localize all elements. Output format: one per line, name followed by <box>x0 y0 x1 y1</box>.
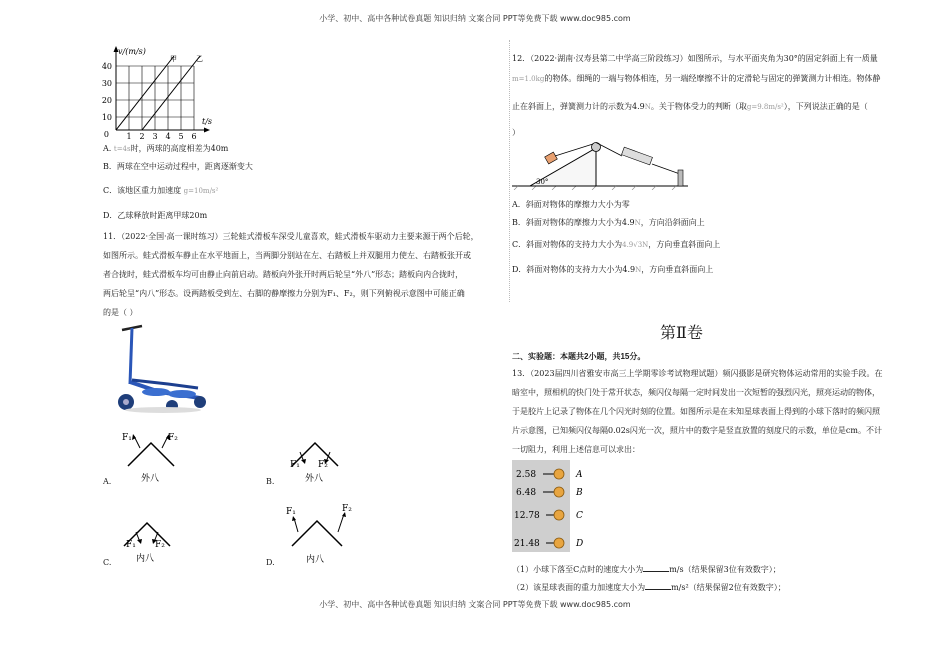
scale-reading: 21.48 <box>514 539 540 549</box>
scale-reading: 12.78 <box>514 511 540 521</box>
q13-sub1: （1）小球下落至C点时的速度大小为 m/s（结果保留3位有效数字）； <box>512 562 781 576</box>
ball-position <box>554 469 564 479</box>
f1-label: F₁ <box>290 460 300 470</box>
x-tick-label: 2 <box>139 132 145 140</box>
q12-line-1: 12．（2022·湖南·汉寿县第二中学高三阶段练习）如图所示，与水平面夹角为30°的固定斜面上有一质量 <box>512 54 878 63</box>
ball-position <box>554 510 564 520</box>
q12-option-c[interactable]: C．斜面对物体的支持力大小为4.9√3N，方向垂直斜面向上 <box>512 240 721 249</box>
x-tick-label: 3 <box>152 132 158 140</box>
f1-label: F₁ <box>286 507 296 517</box>
series-label-yi: 乙 <box>196 55 203 63</box>
incline-pulley-figure <box>512 138 692 190</box>
incline-angle-label: 30° <box>536 178 549 186</box>
f1-label: F₁ <box>126 540 136 550</box>
y-tick-label: 40 <box>101 62 112 71</box>
f2-label: F₂ <box>342 504 352 514</box>
q11-option-d[interactable]: D. <box>266 558 275 567</box>
series-label-jia: 甲 <box>170 55 177 63</box>
diagram-a-outward-eight <box>116 426 186 486</box>
q11-option-b[interactable]: B. <box>266 477 275 486</box>
column-divider <box>509 40 511 302</box>
q12-line-3: 止在斜面上，弹簧测力计的示数为4.9N。关于物体受力的判断（取g=9.8m/s²），下列说法正确的是（ <box>512 102 868 111</box>
q11-stem: 11．（2022·全国·高一课时练习）三轮蛙式滑板车深受儿童喜欢，蛙式滑板车驱动力主要来源于两个后轮， 如图所示。蛙式滑板车静止在水平地面上，当两脚分别站在左、右踏板上并双腿用力使左、右踏板张开或 者合拢时，蛙式滑板车均可由静止向前启动。踏板向外张开时两后轮呈“外八”形态；踏板向内合拢时， 两后轮呈“内八”形态。设两踏板受到左、右脚的静摩擦力分别为F₁、F₂，则下列俯视示意图中可能正确 的是（ ） <box>103 232 479 317</box>
point-label: A <box>576 470 583 480</box>
x-tick-label: 5 <box>178 132 184 140</box>
series-line-yi <box>142 56 200 130</box>
vt-chart <box>96 42 216 140</box>
series-line-jia <box>116 56 174 130</box>
x-tick-label: 1 <box>126 132 132 140</box>
answer-blank-1[interactable] <box>643 562 669 572</box>
frog-scooter-image <box>108 322 210 414</box>
outward-label: 外八 <box>305 474 324 484</box>
x-tick-label: 6 <box>191 132 197 140</box>
outward-label: 外八 <box>141 474 160 484</box>
q11-option-c[interactable]: C. <box>103 558 112 567</box>
f2-label: F₂ <box>318 460 328 470</box>
answer-blank-2[interactable] <box>645 580 671 590</box>
ball-position <box>554 487 564 497</box>
x-tick-label: 4 <box>165 132 171 140</box>
f1-label: F₁ <box>122 433 132 443</box>
x-axis-label: t/s <box>202 117 213 126</box>
strobe-photo <box>512 460 612 552</box>
scale-reading: 2.58 <box>516 470 537 480</box>
diagram-c-inward-eight <box>112 506 188 566</box>
page-footer: 小学、初中、高中各种试卷真题 知识归纳 文案合同 PPT等免费下载 www.doc985.com <box>319 600 631 609</box>
q12-line-2: m=1.0kg的物体。细绳的一端与物体相连，另一端经摩擦不计的定滑轮与固定的弹簧测力计相连。物体静 <box>512 74 881 83</box>
q10-option-c[interactable]: C．该地区重力加速度 g=10m/s² <box>103 186 219 195</box>
q12-option-b[interactable]: B．斜面对物体的摩擦力大小为4.9N，方向沿斜面向上 <box>512 218 705 227</box>
diagram-d-inward-eight <box>280 500 360 566</box>
part-two-title: 第Ⅱ卷 <box>660 323 703 342</box>
y-tick-label: 30 <box>101 79 112 88</box>
q12-option-a[interactable]: A．斜面对物体的摩擦力大小为零 <box>512 200 630 209</box>
q13-sub2: （2）该星球表面的重力加速度大小为 m/s²（结果保留2位有效数字）； <box>512 580 786 594</box>
inward-label: 内八 <box>136 554 155 564</box>
inward-label: 内八 <box>306 555 325 565</box>
f2-label: F₂ <box>155 540 165 550</box>
y-tick-label: 10 <box>101 113 112 122</box>
point-label: D <box>576 539 584 549</box>
point-label: C <box>576 511 583 521</box>
point-label: B <box>576 488 583 498</box>
origin-label: 0 <box>103 130 109 139</box>
q12-line-4: ） <box>512 128 520 137</box>
q10-option-d[interactable]: D．乙球释放时距离甲球20m <box>103 211 208 220</box>
f2-label: F₂ <box>168 433 178 443</box>
q10-option-a[interactable]: A. t=4s时，两球的高度相差为40m <box>103 144 229 153</box>
y-axis-label: v/(m/s) <box>118 47 146 56</box>
q10-option-b[interactable]: B．两球在空中运动过程中，距离逐渐变大 <box>103 162 253 171</box>
scale-reading: 6.48 <box>516 488 537 498</box>
q12-option-d[interactable]: D．斜面对物体的支持力大小为4.9N，方向垂直斜面向上 <box>512 265 714 274</box>
q13-stem: 13．（2023届四川省雅安市高三上学期零诊考试物理试题）频闪摄影是研究物体运动常用的实验手段。在 暗室中，照相机的快门处于常开状态，频闪仪每隔一定时间发出一次短暂的强烈闪光，照亮运动的物体， 于是胶片上记录了物体在几个闪光时刻的位置。如图所示是在未知星球表面上得到的小球下落时的频闪照 片示意图，已知频闪仪每隔0.02s闪光一次，照片中的数字是竖直放置的刻度尺的示数，单位是cm。不计 一切阻力，利用上述信息可以求出： <box>512 369 883 454</box>
diagram-b-outward-eight <box>280 426 350 486</box>
ball-position <box>554 538 564 548</box>
section-heading: 二、实验题：本题共2小题，共15分。 <box>512 352 646 361</box>
q11-option-a[interactable]: A. <box>103 477 112 486</box>
y-tick-label: 20 <box>101 96 112 105</box>
page-header: 小学、初中、高中各种试卷真题 知识归纳 文案合同 PPT等免费下载 www.doc985.com <box>319 14 631 23</box>
